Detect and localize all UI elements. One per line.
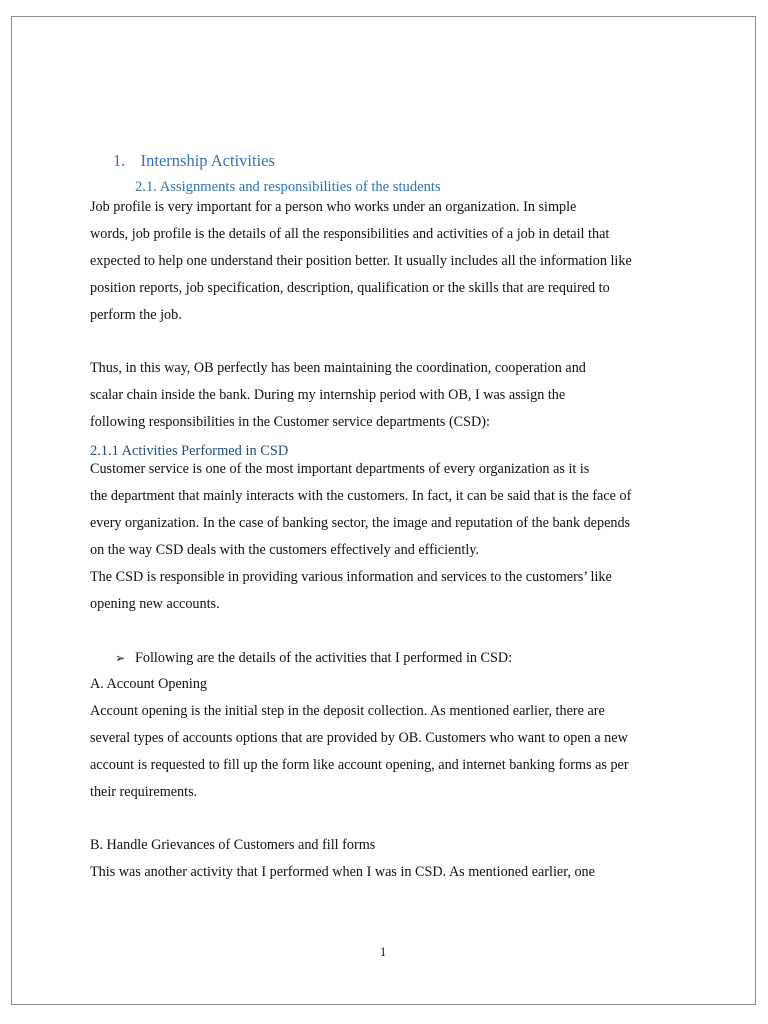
paragraph-3-line: the department that mainly interacts with the customers. In fact, it can be said that is the face of xyxy=(90,488,632,504)
arrow-bullet-icon: ➢ xyxy=(115,651,126,665)
paragraph-3-line: on the way CSD deals with the customers effectively and efficiently. xyxy=(90,542,479,558)
paragraph-2-line: following responsibilities in the Customer service departments (CSD): xyxy=(90,414,490,430)
heading-1-number: 1. xyxy=(113,151,126,170)
heading-1-text: Internship Activities xyxy=(140,151,275,170)
paragraph-2-line: scalar chain inside the bank. During my internship period with OB, I was assign the xyxy=(90,387,566,403)
page-number: 1 xyxy=(380,945,387,959)
section-a-title: A. Account Opening xyxy=(90,676,208,692)
bullet-text: Following are the details of the activities that I performed in CSD: xyxy=(135,650,513,666)
paragraph-3-line: every organization. In the case of banking sector, the image and reputation of the bank depends xyxy=(90,515,631,531)
paragraph-3-line: The CSD is responsible in providing various information and services to the customers’ like xyxy=(90,569,612,585)
paragraph-1-line: position reports, job specification, description, qualification or the skills that are required to xyxy=(90,280,610,296)
paragraph-3-line: opening new accounts. xyxy=(90,596,220,612)
paragraph-1-line: words, job profile is the details of all the responsibilities and activities of a job in detail that xyxy=(90,226,610,242)
section-b-line: This was another activity that I performed when I was in CSD. As mentioned earlier, one xyxy=(90,864,595,880)
section-a-line: Account opening is the initial step in the deposit collection. As mentioned earlier, there are xyxy=(90,703,605,719)
paragraph-1-line: perform the job. xyxy=(90,307,182,323)
section-a-line: several types of accounts options that are provided by OB. Customers who want to open a new xyxy=(90,730,628,746)
paragraph-1-line: Job profile is very important for a person who works under an organization. In simple xyxy=(90,199,577,215)
section-a-line: account is requested to fill up the form like account opening, and internet banking forms as per xyxy=(90,757,629,773)
paragraph-3-line: Customer service is one of the most important departments of every organization as it is xyxy=(90,461,590,477)
paragraph-1-line: expected to help one understand their position better. It usually includes all the information like xyxy=(90,253,632,269)
section-a-line: their requirements. xyxy=(90,784,198,800)
paragraph-2-line: Thus, in this way, OB perfectly has been maintaining the coordination, cooperation and xyxy=(90,360,586,376)
section-b-title: B. Handle Grievances of Customers and fill forms xyxy=(90,837,376,853)
heading-2: 2.1. Assignments and responsibilities of the students xyxy=(135,179,441,195)
heading-1 xyxy=(113,151,275,171)
heading-3: 2.1.1 Activities Performed in CSD xyxy=(90,443,289,459)
